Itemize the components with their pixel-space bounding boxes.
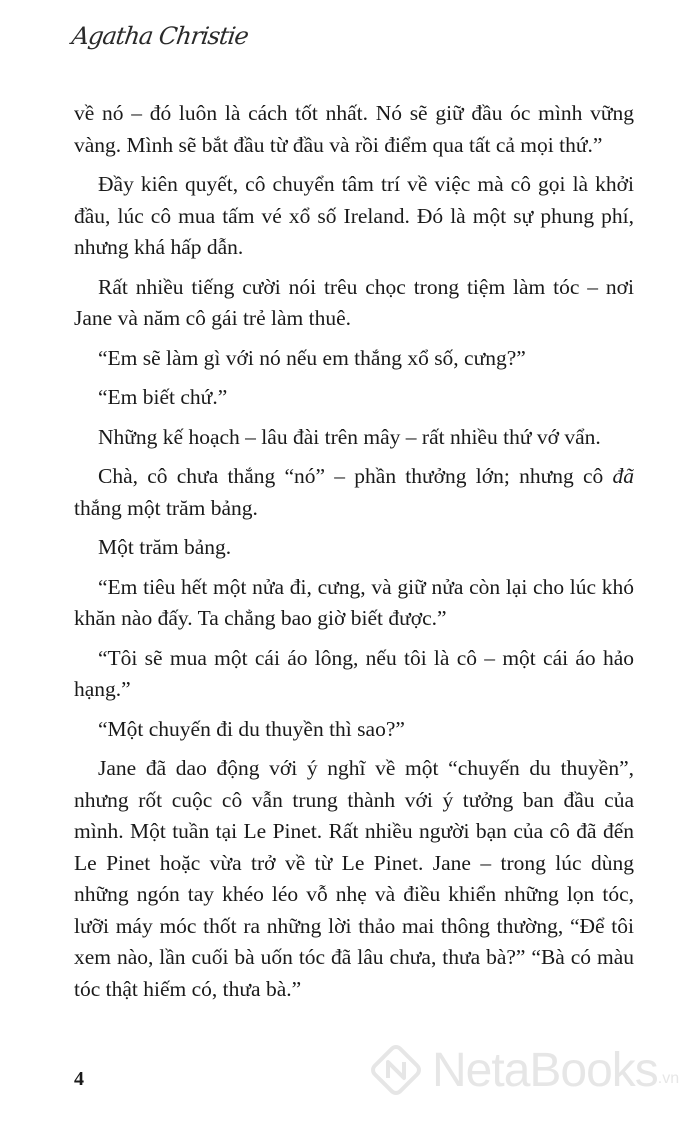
author-signature: Agatha Christie [70,22,250,50]
paragraph-3: Rất nhiều tiếng cười nói trêu chọc trong tiệm làm tóc – nơi Jane và năm cô gái trẻ làm thuê. [74,274,634,330]
body-text [74,98,634,1013]
paragraph-7-emphasis: đã [612,464,634,488]
paragraph-6: Những kế hoạch – lâu đài trên mây – rất nhiều thứ vớ vẩn. [98,424,601,449]
paragraph-10: “Tôi sẽ mua một cái áo lông, nếu tôi là cô – một cái áo hảo hạng.” [74,645,634,701]
watermark-suffix: .vn [657,1070,680,1087]
paragraph-4: “Em sẽ làm gì với nó nếu em thắng xổ số, cưng?” [98,345,526,370]
paragraph-7-post: thắng một trăm bảng. [74,495,258,520]
paragraph-2: Đầy kiên quyết, cô chuyển tâm trí về việc mà cô gọi là khởi đầu, lúc cô mua tấm vé xổ số Ireland. Đó là một sự phung phí, nhưng khá hấp dẫn. [74,172,634,259]
paragraph-9: “Em tiêu hết một nửa đi, cưng, và giữ nửa còn lại cho lúc khó khăn nào đấy. Ta chẳng bao giờ biết được.” [74,574,634,630]
paragraph-7 [74,461,634,524]
page-number: 4 [74,1068,84,1090]
watermark [368,1042,679,1098]
paragraph-7-pre: Chà, cô chưa thắng “nó” – phần thưởng lớn; nhưng cô [98,464,613,488]
paragraph-1: về nó – đó luôn là cách tốt nhất. Nó sẽ giữ đầu óc mình vững vàng. Mình sẽ bắt đầu từ đầu và rồi điểm qua tất cả mọi thứ.” [74,101,634,157]
watermark-brand: NetaBooks [432,1043,658,1097]
paragraph-5: “Em biết chứ.” [98,385,228,409]
paragraph-11: “Một chuyến đi du thuyền thì sao?” [98,716,405,741]
paragraph-12: Jane đã dao động với ý nghĩ về một “chuyến du thuyền”, nhưng rốt cuộc cô vẫn trung thành với ý tưởng ban đầu của mình. Một tuần tại Le Pinet. Rất nhiều người bạn của cô đã đến Le Pinet hoặc vừa trở về từ Le Pinet. Jane – trong lúc dùng những ngón tay khéo léo vỗ nhẹ và điều khiển những lọn tóc, lưỡi máy móc thốt ra những lời thảo mai thông thường, “Để tôi xem nào, lần cuối bà uốn tóc đã lâu chưa, thưa bà?” “Bà có màu tóc thật hiếm có, thưa bà.” [74,756,634,1001]
paragraph-8: Một trăm bảng. [98,535,232,559]
netabooks-logo-icon [368,1042,424,1098]
